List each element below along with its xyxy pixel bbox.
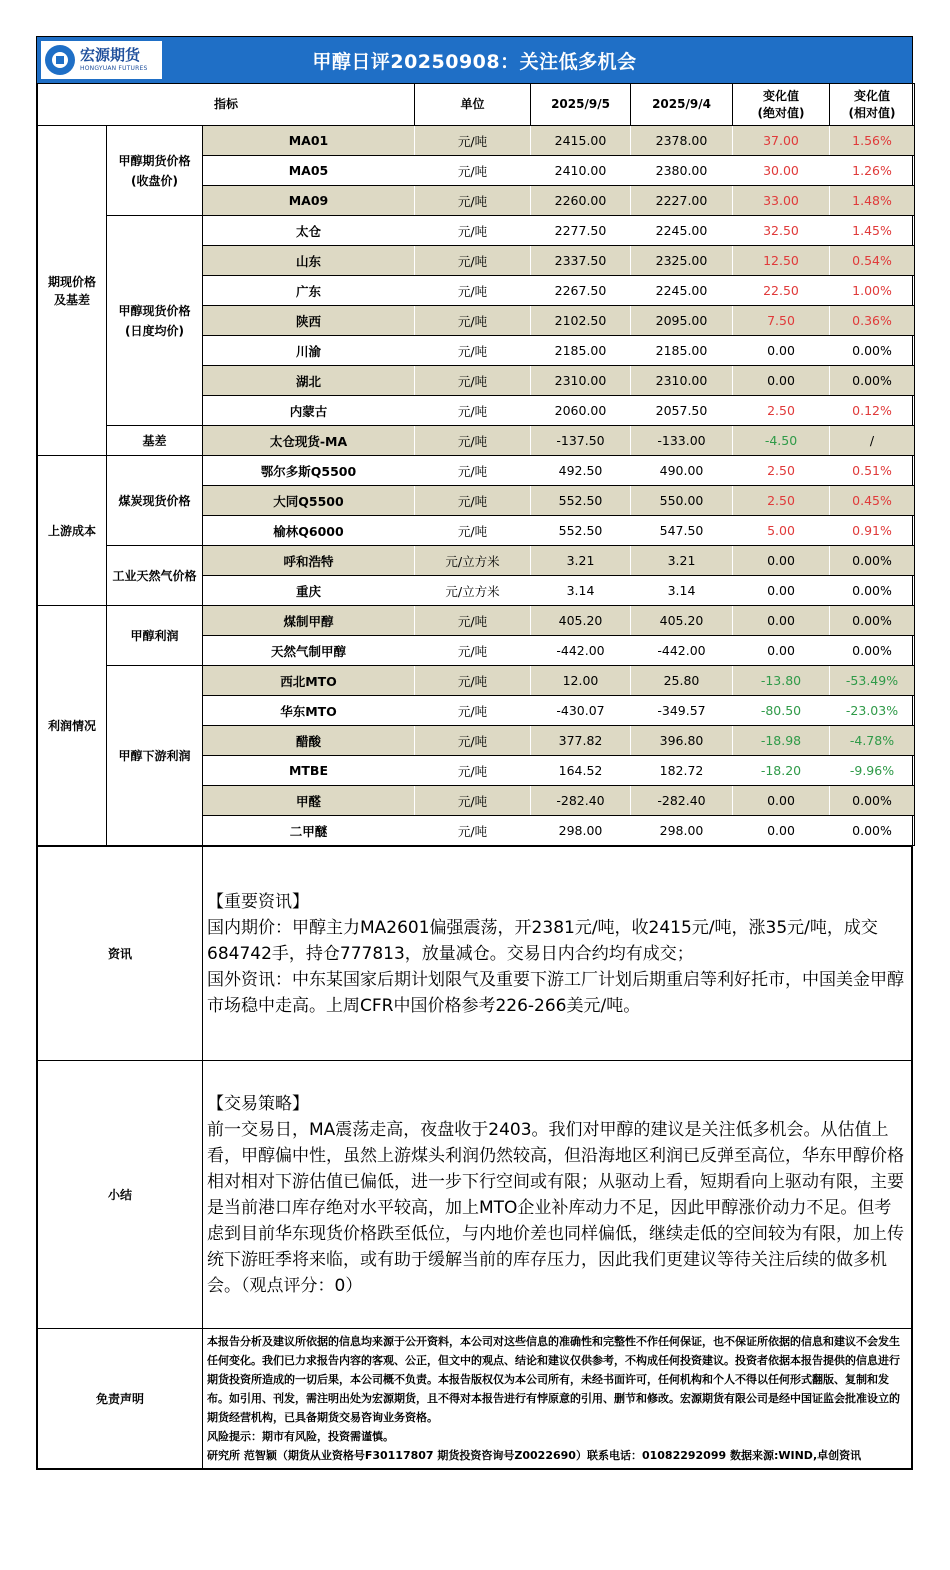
indicator-cell: MA05: [203, 156, 415, 186]
value-date1-cell: -430.07: [531, 696, 631, 726]
change-abs-cell: 0.00: [733, 336, 830, 366]
value-date2-cell: 3.14: [631, 576, 733, 606]
value-date1-cell: -137.50: [531, 426, 631, 456]
table-row: [38, 426, 915, 456]
unit-cell: 元/吨: [415, 276, 531, 306]
change-rel-cell: -53.49%: [830, 666, 915, 696]
col-unit: 单位: [415, 84, 531, 126]
unit-cell: 元/吨: [415, 366, 531, 396]
unit-cell: 元/吨: [415, 696, 531, 726]
change-abs-cell: 0.00: [733, 366, 830, 396]
value-date2-cell: 2095.00: [631, 306, 733, 336]
unit-cell: 元/吨: [415, 396, 531, 426]
indicator-cell: 大同Q5500: [203, 486, 415, 516]
value-date2-cell: 2227.00: [631, 186, 733, 216]
group-label-profit: 利润情况: [38, 606, 107, 846]
value-date2-cell: -133.00: [631, 426, 733, 456]
indicator-cell: MA01: [203, 126, 415, 156]
indicator-cell: 西北MTO: [203, 666, 415, 696]
unit-cell: 元/吨: [415, 516, 531, 546]
col-change-abs: 变化值 (绝对值): [733, 84, 830, 126]
value-date2-cell: 3.21: [631, 546, 733, 576]
indicator-cell: 榆林Q6000: [203, 516, 415, 546]
indicator-cell: MA09: [203, 186, 415, 216]
summary-row: [38, 1061, 912, 1329]
data-table: [37, 83, 915, 846]
disclaimer-label: 免责声明: [38, 1329, 203, 1469]
value-date1-cell: 552.50: [531, 516, 631, 546]
value-date2-cell: 2245.00: [631, 276, 733, 306]
unit-cell: 元/吨: [415, 666, 531, 696]
news-label: 资讯: [38, 847, 203, 1061]
subgroup-label-downstream-profit: 甲醇下游利润: [107, 666, 203, 846]
summary-label: 小结: [38, 1061, 203, 1329]
indicator-cell: 内蒙古: [203, 396, 415, 426]
summary-content: [203, 1061, 912, 1329]
value-date2-cell: 396.80: [631, 726, 733, 756]
value-date1-cell: 2185.00: [531, 336, 631, 366]
change-rel-cell: 1.45%: [830, 216, 915, 246]
change-abs-cell: -80.50: [733, 696, 830, 726]
unit-cell: 元/吨: [415, 426, 531, 456]
change-rel-cell: 0.54%: [830, 246, 915, 276]
indicator-cell: 鄂尔多斯Q5500: [203, 456, 415, 486]
change-abs-cell: 0.00: [733, 576, 830, 606]
change-rel-cell: 1.48%: [830, 186, 915, 216]
value-date1-cell: 2337.50: [531, 246, 631, 276]
indicator-cell: 华东MTO: [203, 696, 415, 726]
indicator-cell: 广东: [203, 276, 415, 306]
change-rel-cell: 0.00%: [830, 816, 915, 846]
disclaimer-text: 本报告分析及建议所依据的信息均来源于公开资料，本公司对这些信息的准确性和完整性不作任何保证，也不保证所依据的信息和建议不会发生任何变化。我们已力求报告内容的客观、公正，但文中的观点、结论和建议仅供参考，不构成任何投资建议。投资者依据本报告提供的信息进行期货投资所造成的一切后果，本公司概不负责。本报告版权仅为本公司所有，未经书面许可，任何机构和个人不得以任何形式翻版、复制和发布。如引用、刊发，需注明出处为宏源期货，且不得对本报告进行有悖原意的引用、删节和修改。宏源期货有限公司是经中国证监会批准设立的期货经营机构，已具备期货交易咨询业务资格。: [207, 1335, 900, 1424]
indicator-cell: 陕西: [203, 306, 415, 336]
change-rel-cell: /: [830, 426, 915, 456]
col-date1: 2025/9/5: [531, 84, 631, 126]
risk-note: 风险提示：期市有风险，投资需谨慎。: [207, 1430, 394, 1443]
unit-cell: 元/吨: [415, 606, 531, 636]
change-rel-cell: 0.12%: [830, 396, 915, 426]
disclaimer-row: [38, 1329, 912, 1469]
value-date1-cell: -282.40: [531, 786, 631, 816]
indicator-cell: 湖北: [203, 366, 415, 396]
change-rel-cell: 0.00%: [830, 576, 915, 606]
change-rel-cell: 0.45%: [830, 486, 915, 516]
change-abs-cell: 37.00: [733, 126, 830, 156]
table-row: [38, 126, 915, 156]
col-indicator: 指标: [38, 84, 415, 126]
table-row: [38, 546, 915, 576]
value-date1-cell: 405.20: [531, 606, 631, 636]
value-date1-cell: 3.14: [531, 576, 631, 606]
value-date2-cell: 2245.00: [631, 216, 733, 246]
table-row: [38, 666, 915, 696]
value-date2-cell: 550.00: [631, 486, 733, 516]
logo-name-en: HONGYUAN FUTURES: [80, 65, 148, 72]
author-note: 研究所 范智颖（期货从业资格号F30117807 期货投资咨询号Z0022690）联系电话：01082292099 数据来源:WIND,卓创资讯: [207, 1449, 862, 1462]
unit-cell: 元/吨: [415, 486, 531, 516]
title-bar: [37, 37, 912, 83]
change-rel-cell: 0.00%: [830, 606, 915, 636]
change-abs-cell: 0.00: [733, 546, 830, 576]
change-abs-cell: 0.00: [733, 606, 830, 636]
disclaimer-content: [203, 1329, 912, 1469]
value-date2-cell: -442.00: [631, 636, 733, 666]
indicator-cell: 呼和浩特: [203, 546, 415, 576]
change-abs-cell: 30.00: [733, 156, 830, 186]
indicator-cell: 醋酸: [203, 726, 415, 756]
value-date1-cell: 2102.50: [531, 306, 631, 336]
value-date2-cell: 298.00: [631, 816, 733, 846]
indicator-cell: MTBE: [203, 756, 415, 786]
value-date2-cell: 182.72: [631, 756, 733, 786]
company-logo: [41, 41, 162, 79]
report: [36, 36, 913, 1470]
value-date1-cell: 2410.00: [531, 156, 631, 186]
value-date1-cell: 164.52: [531, 756, 631, 786]
value-date2-cell: 405.20: [631, 606, 733, 636]
change-abs-cell: 7.50: [733, 306, 830, 336]
change-abs-cell: 0.00: [733, 786, 830, 816]
unit-cell: 元/吨: [415, 756, 531, 786]
indicator-cell: 川渝: [203, 336, 415, 366]
value-date2-cell: 2378.00: [631, 126, 733, 156]
indicator-cell: 重庆: [203, 576, 415, 606]
change-abs-cell: 5.00: [733, 516, 830, 546]
change-rel-cell: 0.00%: [830, 786, 915, 816]
table-row: [38, 606, 915, 636]
subgroup-label-gas: 工业天然气价格: [107, 546, 203, 606]
news-foreign: 国外资讯：中东某国家后期计划限气及重要下游工厂计划后期重启等利好托市，中国美金甲醇市场稳中走高。上周CFR中国价格参考226-266美元/吨。: [207, 969, 904, 1016]
group-label-upstream: 上游成本: [38, 456, 107, 606]
value-date1-cell: 2310.00: [531, 366, 631, 396]
value-date2-cell: 2185.00: [631, 336, 733, 366]
unit-cell: 元/立方米: [415, 576, 531, 606]
logo-name: 宏源期货: [80, 46, 141, 64]
change-abs-cell: 2.50: [733, 396, 830, 426]
value-date1-cell: 2267.50: [531, 276, 631, 306]
change-rel-cell: 1.00%: [830, 276, 915, 306]
change-rel-cell: 0.36%: [830, 306, 915, 336]
change-rel-cell: 0.91%: [830, 516, 915, 546]
change-rel-cell: 1.56%: [830, 126, 915, 156]
change-abs-cell: 2.50: [733, 456, 830, 486]
value-date2-cell: 2380.00: [631, 156, 733, 186]
summary-heading: 【交易策略】: [207, 1093, 309, 1114]
value-date1-cell: 552.50: [531, 486, 631, 516]
change-rel-cell: 0.00%: [830, 546, 915, 576]
subgroup-label-methanol-profit: 甲醇利润: [107, 606, 203, 666]
unit-cell: 元/吨: [415, 786, 531, 816]
table-row: [38, 216, 915, 246]
change-rel-cell: -23.03%: [830, 696, 915, 726]
news-heading: 【重要资讯】: [207, 891, 309, 912]
change-rel-cell: 1.26%: [830, 156, 915, 186]
subgroup-label-futures: 甲醇期货价格 (收盘价): [107, 126, 203, 216]
news-content: [203, 847, 912, 1061]
change-abs-cell: -18.20: [733, 756, 830, 786]
value-date1-cell: -442.00: [531, 636, 631, 666]
change-abs-cell: 32.50: [733, 216, 830, 246]
subgroup-label-coal: 煤炭现货价格: [107, 456, 203, 546]
value-date1-cell: 2277.50: [531, 216, 631, 246]
change-abs-cell: 12.50: [733, 246, 830, 276]
indicator-cell: 煤制甲醇: [203, 606, 415, 636]
change-rel-cell: 0.00%: [830, 636, 915, 666]
col-change-rel: 变化值 (相对值): [830, 84, 915, 126]
indicator-cell: 山东: [203, 246, 415, 276]
indicator-cell: 太仓现货-MA: [203, 426, 415, 456]
change-rel-cell: 0.00%: [830, 366, 915, 396]
change-rel-cell: -9.96%: [830, 756, 915, 786]
change-rel-cell: 0.00%: [830, 336, 915, 366]
value-date2-cell: 2310.00: [631, 366, 733, 396]
change-abs-cell: 0.00: [733, 816, 830, 846]
change-abs-cell: -18.98: [733, 726, 830, 756]
indicator-cell: 天然气制甲醇: [203, 636, 415, 666]
value-date1-cell: 377.82: [531, 726, 631, 756]
value-date2-cell: 490.00: [631, 456, 733, 486]
value-date2-cell: 547.50: [631, 516, 733, 546]
value-date2-cell: -349.57: [631, 696, 733, 726]
unit-cell: 元/吨: [415, 246, 531, 276]
indicator-cell: 二甲醚: [203, 816, 415, 846]
col-date2: 2025/9/4: [631, 84, 733, 126]
report-title: 甲醇日评20250908：关注低多机会: [312, 50, 637, 73]
value-date1-cell: 3.21: [531, 546, 631, 576]
unit-cell: 元/立方米: [415, 546, 531, 576]
unit-cell: 元/吨: [415, 306, 531, 336]
logo-emblem-icon: [45, 45, 75, 75]
value-date1-cell: 492.50: [531, 456, 631, 486]
unit-cell: 元/吨: [415, 186, 531, 216]
value-date2-cell: 25.80: [631, 666, 733, 696]
value-date2-cell: 2325.00: [631, 246, 733, 276]
value-date1-cell: 2260.00: [531, 186, 631, 216]
summary-text: 前一交易日，MA震荡走高，夜盘收于2403。我们对甲醇的建议是关注低多机会。从估值上看，甲醇偏中性，虽然上游煤头利润仍然较高，但沿海地区利润已反弹至高位，华东甲醇价格相对相对下游估值已偏低，进一步下行空间或有限；从驱动上看，短期看向上驱动有限，主要是当前港口库存绝对水平较高，加上MTO企业补库动力不足，因此甲醇涨价动力不足。但考虑到目前华东现货价格跌至低位，与内地价差也同样偏低，继续走低的空间较为有限，加上传统下游旺季将来临，或有助于缓解当前的库存压力，因此我们更建议等待关注后续的做多机会。（观点评分：0）: [207, 1119, 904, 1296]
unit-cell: 元/吨: [415, 816, 531, 846]
change-rel-cell: 0.51%: [830, 456, 915, 486]
change-abs-cell: -13.80: [733, 666, 830, 696]
change-abs-cell: 33.00: [733, 186, 830, 216]
value-date2-cell: -282.40: [631, 786, 733, 816]
value-date1-cell: 2060.00: [531, 396, 631, 426]
subgroup-label-basis: 基差: [107, 426, 203, 456]
subgroup-label-spot: 甲醇现货价格 (日度均价): [107, 216, 203, 426]
table-body: [38, 126, 915, 846]
unit-cell: 元/吨: [415, 216, 531, 246]
unit-cell: 元/吨: [415, 336, 531, 366]
table-header-row: [38, 84, 915, 126]
unit-cell: 元/吨: [415, 456, 531, 486]
value-date1-cell: 298.00: [531, 816, 631, 846]
change-rel-cell: -4.78%: [830, 726, 915, 756]
change-abs-cell: -4.50: [733, 426, 830, 456]
table-row: [38, 456, 915, 486]
change-abs-cell: 22.50: [733, 276, 830, 306]
unit-cell: 元/吨: [415, 156, 531, 186]
unit-cell: 元/吨: [415, 726, 531, 756]
indicator-cell: 甲醛: [203, 786, 415, 816]
value-date1-cell: 12.00: [531, 666, 631, 696]
change-abs-cell: 2.50: [733, 486, 830, 516]
group-label-price-basis: 期现价格 及基差: [38, 126, 107, 456]
value-date2-cell: 2057.50: [631, 396, 733, 426]
notes-table: [37, 846, 912, 1469]
news-row: [38, 847, 912, 1061]
news-domestic: 国内期价：甲醇主力MA2601偏强震荡，开2381元/吨，收2415元/吨，涨35元/吨，成交684742手，持仓777813，放量减仓。交易日内合约均有成交；: [207, 917, 878, 964]
value-date1-cell: 2415.00: [531, 126, 631, 156]
indicator-cell: 太仓: [203, 216, 415, 246]
unit-cell: 元/吨: [415, 636, 531, 666]
unit-cell: 元/吨: [415, 126, 531, 156]
change-abs-cell: 0.00: [733, 636, 830, 666]
